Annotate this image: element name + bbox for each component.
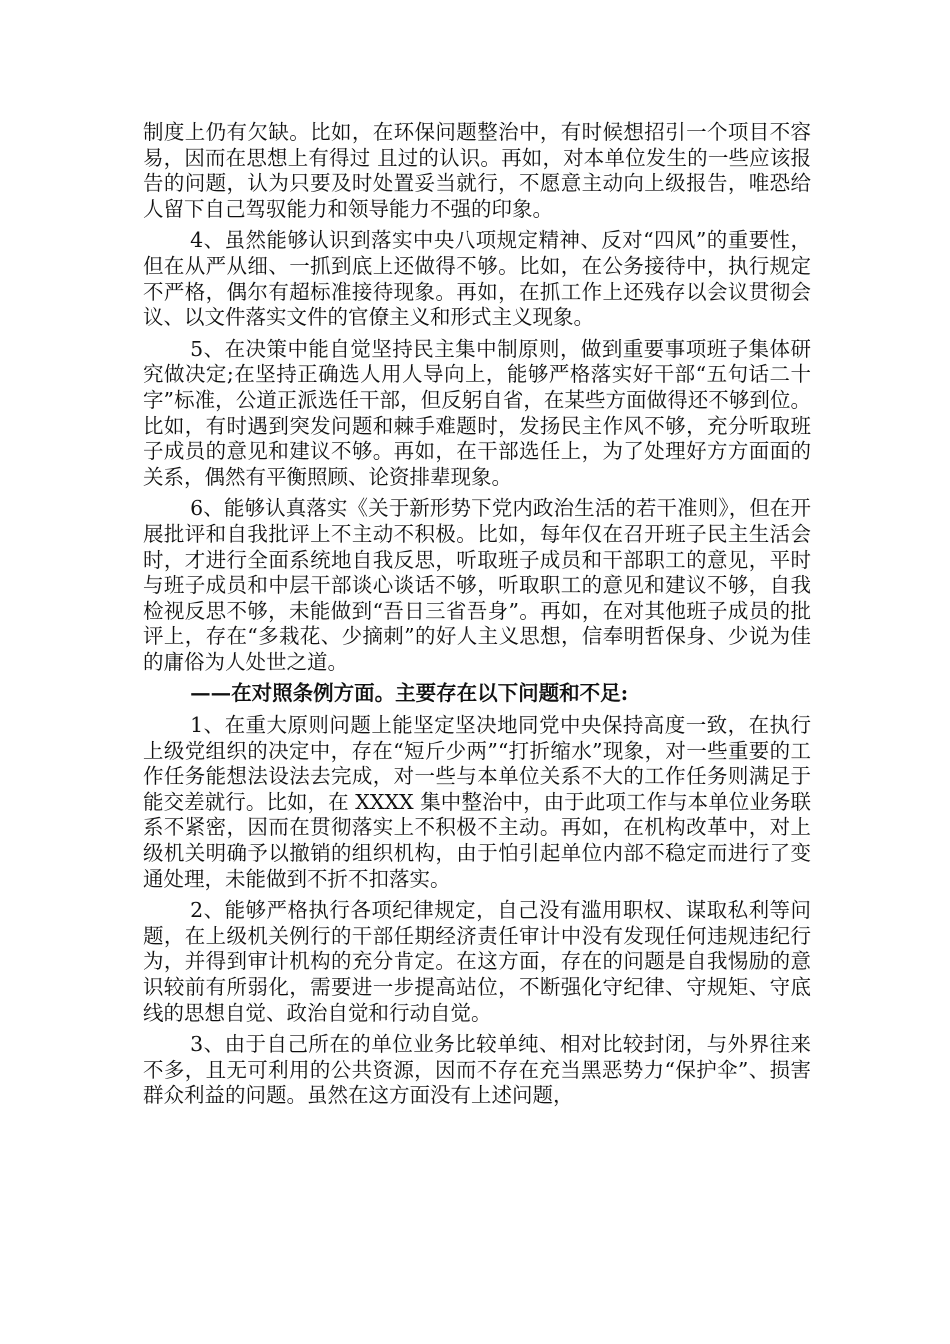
paragraph-item-4: 4、虽然能够认识到落实中央八项规定精神、反对“四风”的重要性，但在从严从细、一抓到底上还做得不够。比如，在公务接待中，执行规定不严格，偶尔有超标准接待现象。再如，在抓工作上还残存以会议贯彻会议、以文件落实文件的官僚主义和形式主义现象。 <box>143 228 811 330</box>
paragraph-item-6: 6、能够认真落实《关于新形势下党内政治生活的若干准则》，但在开展批评和自我批评上不主动不积极。比如，每年仅在召开班子民主生活会时，才进行全面系统地自我反思，听取班子成员和干部职工的意见，平时与班子成员和中层干部谈心谈话不够，听取职工的意见和建议不够，自我检视反思不够，未能做到“吾日三省吾身”。再如，在对其他班子成员的批评上，存在“多栽花、少摘刺”的好人主义思想，信奉明哲保身、少说为佳的庸俗为人处世之道。 <box>143 496 811 674</box>
paragraph-item-5: 5、在决策中能自觉坚持民主集中制原则，做到重要事项班子集体研究做决定;在坚持正确选人用人导向上，能够严格落实好干部“五句话二十字”标准，公道正派选任干部，但反躬自省，在某些方面做得还不够到位。比如，有时遇到突发问题和棘手难题时，发扬民主作风不够，充分听取班子成员的意见和建议不够。再如，在干部选任上，为了处理好方方面面的关系，偶然有平衡照顾、论资排辈现象。 <box>143 336 811 489</box>
paragraph-item-1: 1、在重大原则问题上能坚定坚决地同党中央保持高度一致，在执行上级党组织的决定中，存在“短斤少两”“打折缩水”现象，对一些重要的工作任务能想法设法去完成，对一些与本单位关系不大的工作任务则满足于能交差就行。比如，在 XXXX 集中整治中，由于此项工作与本单位业务联系不紧密，因而在贯彻落实上不积极不主动。再如，在机构改革中，对上级机关明确予以撤销的组织机构，由于怕引起单位内部不稳定而进行了变通处理，未能做到不折不扣落实。 <box>143 713 811 891</box>
paragraph-continuation: 制度上仍有欠缺。比如，在环保问题整治中，有时候想招引一个项目不容易，因而在思想上有得过 且过的认识。再如，对本单位发生的一些应该报告的问题，认为只要及时处置妥当就行，不愿意主动向上级报告，唯恐给人留下自己驾驭能力和领导能力不强的印象。 <box>143 120 811 221</box>
paragraph-item-2: 2、能够严格执行各项纪律规定，自己没有滥用职权、谋取私利等问题，在上级机关例行的干部任期经济责任审计中没有发现任何违规违纪行为，并得到审计机构的充分肯定。在这方面，存在的问题是自我惕励的意识较前有所弱化，需要进一步提高站位，不断强化守纪律、守规矩、守底线的思想自觉、政治自觉和行动自觉。 <box>143 898 811 1025</box>
paragraph-item-3: 3、由于自己所在的单位业务比较单纯、相对比较封闭，与外界往来不多，且无可利用的公共资源，因而不存在充当黑恶势力“保护伞”、损害群众利益的问题。虽然在这方面没有上述问题， <box>143 1032 811 1108</box>
document-body <box>143 120 811 1115</box>
section-heading: ——在对照条例方面。主要存在以下问题和不足: <box>190 681 629 706</box>
